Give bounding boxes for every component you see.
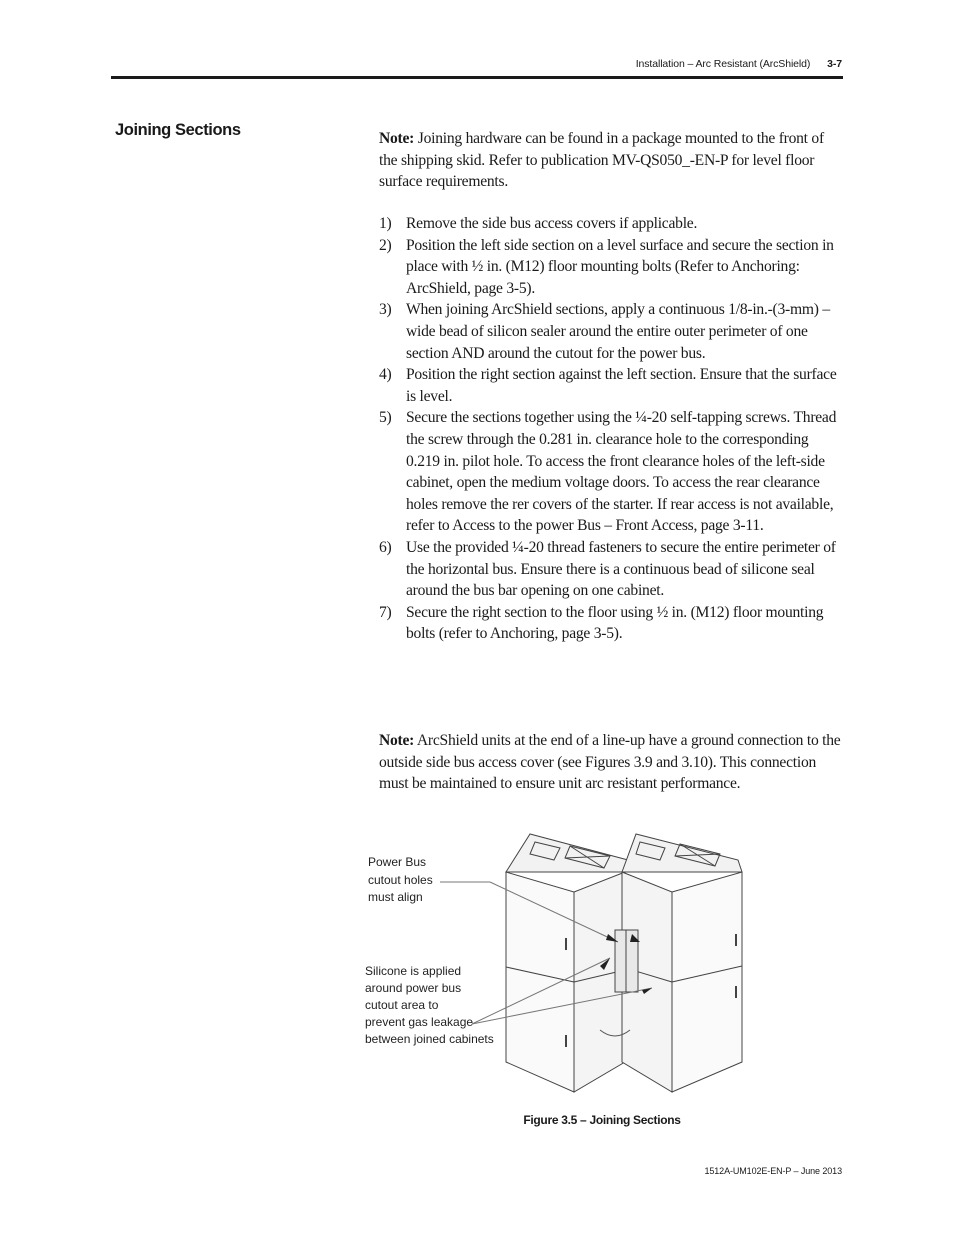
step-text: Position the right section against the left section. Ensure that the surface is level. [406,366,837,405]
step-item [379,407,844,537]
step-item [379,235,844,300]
callout-line: Power Bus [368,855,427,869]
right-cabinet-top [622,834,742,872]
figure-caption: Figure 3.5 – Joining Sections [523,1113,681,1127]
note-label: Note: [379,130,415,147]
step-item [379,213,844,235]
step-number: 6) [379,538,392,556]
step-number: 3) [379,301,392,319]
left-bus-cutout [615,930,627,992]
running-header [636,58,842,70]
note-label: Note: [379,732,415,749]
step-number: 1) [379,215,392,232]
step-text: Secure the sections together using the ¼-20 self-tapping screws. Thread the screw through the 0.281 in. clearance hole to the corresponding 0.219 in. pilot hole. To access the front clearance holes of the left-side cabinet, open the medium voltage doors. To access the rear clearance holes remove the rer covers of the starter. If rear access is not available, refer to Access to the power Bus – Front Access, page 3-11. [406,409,837,535]
callout-line: cutout area to [365,998,439,1012]
step-number: 4) [379,366,392,384]
step-number: 5) [379,409,392,427]
callout-line: prevent gas leakage [365,1015,474,1029]
steps-list [379,213,844,645]
section-title: Joining Sections [115,121,241,139]
callout-line: must align [368,890,423,904]
note-joining-hardware [379,128,844,193]
step-item [379,537,844,602]
joining-sections-figure [360,830,750,1100]
callout-line: Silicone is applied [365,964,462,978]
step-number: 2) [379,236,392,254]
right-cabinet-front [672,872,742,1092]
step-text: Position the left side section on a level surface and secure the section in place with ½ in. (M12) floor mounting bolts (Refer to Anchoring: ArcShield, page 3-5). [406,236,834,297]
step-text: Secure the right section to the floor using ½ in. (M12) floor mounting bolts (refer to Anchoring, page 3-5). [406,603,824,643]
note-ground-connection [379,730,844,795]
note-text: ArcShield units at the end of a line-up have a ground connection to the outside side bus access cover (see Figures 3.9 and 3.10). This connection must be maintained to ensure unit arc resistant performance. [379,732,841,793]
step-item [379,364,844,407]
step-text: Remove the side bus access covers if applicable. [406,215,698,232]
step-text: Use the provided ¼-20 thread fasteners to secure the entire perimeter of the horizontal bus. Ensure there is a continuous bead of silicone seal around the bus bar opening on one cabinet. [406,538,836,600]
header-rule [111,76,843,79]
step-item [379,299,844,364]
step-item [379,602,844,645]
footer-publication: 1512A-UM102E-EN-P – June 2013 [704,1166,842,1176]
callout-line: between joined cabinets [365,1032,494,1046]
step-text: When joining ArcShield sections, apply a continuous 1/8-in.-(3-mm) – wide bead of silicon sealer around the entire outer perimeter of one section AND around the cutout for the power bus. [406,301,830,362]
header-title: Installation – Arc Resistant (ArcShield) [635,58,811,70]
step-number: 7) [379,603,392,621]
callout-line: around power bus [365,981,462,995]
callout-line: cutout holes [368,873,433,887]
page-number: 3-7 [827,58,842,70]
note-text: Joining hardware can be found in a package mounted to the front of the shipping skid. Refer to publication MV-QS050_-EN-P for level floor surface requirements. [379,130,824,191]
